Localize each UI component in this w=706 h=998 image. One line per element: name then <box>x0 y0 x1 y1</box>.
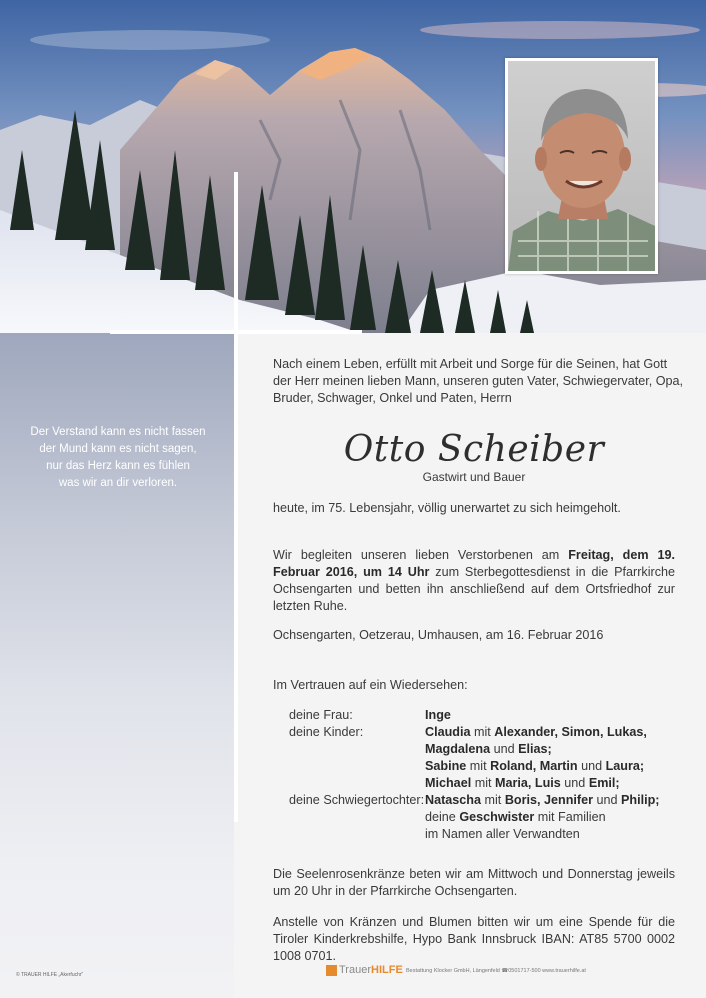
connector-text: und <box>493 742 515 756</box>
funeral-text-part2: zum Sterbegottesdienst in die Pfarrkirche Ochsengarten und betten ihn anschließend auf dem Ortsfriedhof zur letzten Ruhe. <box>273 565 675 613</box>
survivor-row-siblings <box>289 809 660 826</box>
survivor-label: deine Frau: <box>289 708 353 722</box>
intro-line: Bruder, Schwager, Onkel und Paten, Herrn <box>273 391 512 405</box>
survivor-row-wife <box>289 707 660 724</box>
quote-line: was wir an dir verloren. <box>58 477 178 489</box>
connector-text: mit <box>474 776 492 790</box>
rosary-text: Die Seelenrosenkränze beten wir am Mittwoch und Donnerstag jeweils um 20 Uhr in der Pfarrkirche Ochsengarten. <box>273 867 675 898</box>
quote-line: Der Verstand kann es nicht fassen <box>30 426 206 438</box>
survivor-name: Elias; <box>518 742 552 756</box>
intro-text <box>273 356 683 407</box>
survivor-name: Roland, Martin <box>490 759 578 773</box>
connector-text: mit <box>484 793 502 807</box>
survivor-name: Natascha <box>425 793 482 807</box>
survivor-name: Michael <box>425 776 472 790</box>
survivor-name: Alexander, Simon, Lukas, <box>494 725 647 739</box>
trust-text: Im Vertrauen auf ein Wiedersehen: <box>273 678 468 692</box>
survivor-name: Maria, Luis <box>495 776 561 790</box>
intro-line: Nach einem Leben, erfüllt mit Arbeit und Sorge für die Seinen, hat Gott <box>273 357 668 371</box>
connector-text: mit <box>469 759 487 773</box>
cross-vertical-bar <box>234 172 238 822</box>
funeral-text-part1: Wir begleiten unseren lieben Verstorbenen am <box>273 548 569 562</box>
connector-text: und <box>596 793 618 807</box>
survivor-name: Philip; <box>621 793 660 807</box>
trauerhilfe-logo <box>326 964 403 976</box>
connector-text: mit <box>474 725 491 739</box>
survivor-row <box>289 741 660 758</box>
intro-line: der Herr meinen lieben Mann, unseren guten Vater, Schwiegervater, Opa, <box>273 374 683 388</box>
survivor-row-relatives <box>289 826 660 843</box>
survivor-name: Geschwister <box>459 810 535 824</box>
survivor-label: deine Schwiegertochter: <box>289 793 425 807</box>
place-date: Ochsengarten, Oetzerau, Umhausen, am 16. Februar 2016 <box>273 628 604 642</box>
connector-text: deine <box>425 810 456 824</box>
survivor-row-daughter-in-law <box>289 792 660 809</box>
cross-horizontal-bar <box>110 330 362 334</box>
death-text: heute, im 75. Lebensjahr, völlig unerwartet zu sich heimgeholt. <box>273 501 621 515</box>
survivor-label: deine Kinder: <box>289 725 364 739</box>
survivors-list <box>289 707 660 843</box>
copyright-text: © TRAUER HILFE „Akerfuchr“ <box>16 972 84 978</box>
logo-mark-icon <box>326 965 337 976</box>
survivor-name: Emil; <box>588 776 620 790</box>
survivor-row-children <box>289 724 660 741</box>
deceased-name: Otto Scheiber <box>343 429 605 470</box>
footer-info: Bestattung Klocker GmbH, Längenfeld ☎0501717-500 www.trauerhilfe.at <box>406 968 586 974</box>
relatives-text: im Namen aller Verwandten <box>425 827 580 841</box>
quote-line: nur das Herz kann es fühlen <box>46 460 190 472</box>
connector-text: und <box>581 759 603 773</box>
funeral-date: Freitag, dem 19. Februar 2016, um 14 Uhr <box>273 548 675 579</box>
funeral-text <box>273 547 675 615</box>
memorial-quote <box>18 424 218 492</box>
donation-text: Anstelle von Kränzen und Blumen bitten wir um eine Spende für die Tiroler Kinderkrebshilfe, Hypo Bank Innsbruck IBAN: AT85 5700 0002 1008 0701. <box>273 915 675 963</box>
quote-line: der Mund kann es nicht sagen, <box>39 443 197 455</box>
logo-text-b: HILFE <box>371 964 403 976</box>
survivor-name: Laura; <box>605 759 645 773</box>
survivor-name: Claudia <box>425 725 471 739</box>
connector-text: und <box>564 776 586 790</box>
survivor-row <box>289 775 660 792</box>
deceased-occupation: Gastwirt und Bauer <box>422 470 526 484</box>
survivor-name: Sabine <box>425 759 467 773</box>
survivor-name: Boris, Jennifer <box>504 793 593 807</box>
portrait-photo <box>505 58 658 274</box>
connector-text: mit Familien <box>537 810 606 824</box>
survivor-row <box>289 758 660 775</box>
survivor-name: Inge <box>425 708 451 722</box>
logo-text-a: Trauer <box>339 964 371 976</box>
survivor-name: Magdalena <box>425 742 491 756</box>
